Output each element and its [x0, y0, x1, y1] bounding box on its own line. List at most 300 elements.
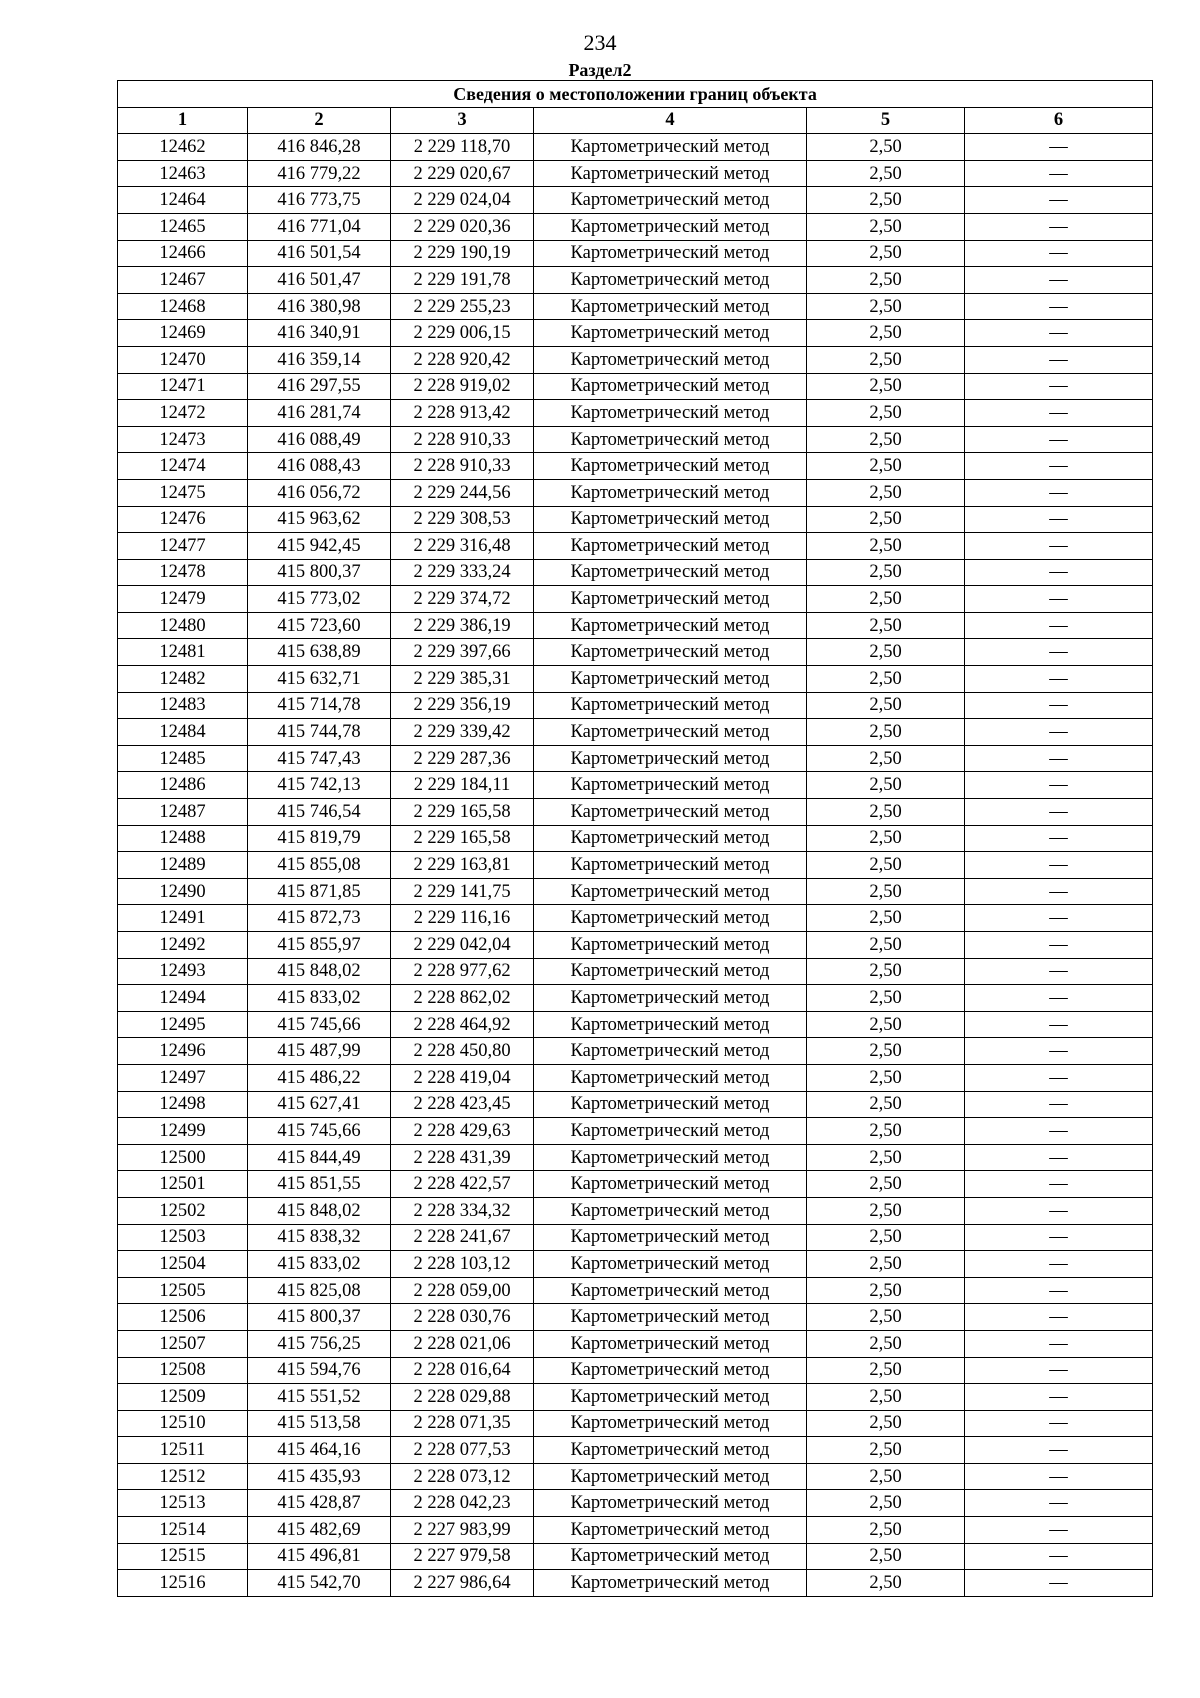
table-row	[118, 1277, 1153, 1304]
description-cell: —	[965, 666, 1153, 693]
table-row	[118, 1144, 1153, 1171]
x-coordinate-cell: 416 779,22	[248, 160, 391, 187]
precision-cell: 2,50	[807, 1277, 965, 1304]
x-coordinate-cell: 415 714,78	[248, 692, 391, 719]
point-number-cell: 12469	[118, 320, 248, 347]
x-coordinate-cell: 416 771,04	[248, 213, 391, 240]
precision-cell: 2,50	[807, 958, 965, 985]
y-coordinate-cell: 2 229 316,48	[391, 533, 534, 560]
method-cell: Картометрический метод	[534, 878, 807, 905]
column-header-5: 5	[807, 107, 965, 134]
description-cell: —	[965, 187, 1153, 214]
method-cell: Картометрический метод	[534, 1038, 807, 1065]
description-cell: —	[965, 1357, 1153, 1384]
description-cell: —	[965, 134, 1153, 161]
point-number-cell: 12474	[118, 453, 248, 480]
table-row	[118, 506, 1153, 533]
description-cell: —	[965, 1543, 1153, 1570]
y-coordinate-cell: 2 228 920,42	[391, 346, 534, 373]
x-coordinate-cell: 415 632,71	[248, 666, 391, 693]
table-row	[118, 852, 1153, 879]
method-cell: Картометрический метод	[534, 1251, 807, 1278]
point-number-cell: 12463	[118, 160, 248, 187]
column-header-6: 6	[965, 107, 1153, 134]
method-cell: Картометрический метод	[534, 612, 807, 639]
y-coordinate-cell: 2 229 184,11	[391, 772, 534, 799]
x-coordinate-cell: 415 833,02	[248, 985, 391, 1012]
table-caption: Сведения о местоположении границ объекта	[118, 81, 1153, 108]
table-row	[118, 1437, 1153, 1464]
x-coordinate-cell: 416 281,74	[248, 400, 391, 427]
method-cell: Картометрический метод	[534, 799, 807, 826]
method-cell: Картометрический метод	[534, 639, 807, 666]
point-number-cell: 12500	[118, 1144, 248, 1171]
description-cell: —	[965, 1224, 1153, 1251]
method-cell: Картометрический метод	[534, 852, 807, 879]
description-cell: —	[965, 932, 1153, 959]
x-coordinate-cell: 415 773,02	[248, 586, 391, 613]
point-number-cell: 12506	[118, 1304, 248, 1331]
table-row	[118, 1091, 1153, 1118]
point-number-cell: 12487	[118, 799, 248, 826]
x-coordinate-cell: 415 594,76	[248, 1357, 391, 1384]
y-coordinate-cell: 2 229 255,23	[391, 293, 534, 320]
point-number-cell: 12493	[118, 958, 248, 985]
y-coordinate-cell: 2 228 059,00	[391, 1277, 534, 1304]
point-number-cell: 12504	[118, 1251, 248, 1278]
method-cell: Картометрический метод	[534, 1011, 807, 1038]
y-coordinate-cell: 2 228 103,12	[391, 1251, 534, 1278]
description-cell: —	[965, 1437, 1153, 1464]
y-coordinate-cell: 2 229 244,56	[391, 479, 534, 506]
description-cell: —	[965, 692, 1153, 719]
description-cell: —	[965, 373, 1153, 400]
column-header-1: 1	[118, 107, 248, 134]
table-row	[118, 878, 1153, 905]
precision-cell: 2,50	[807, 878, 965, 905]
point-number-cell: 12471	[118, 373, 248, 400]
precision-cell: 2,50	[807, 1384, 965, 1411]
table-row	[118, 1304, 1153, 1331]
x-coordinate-cell: 415 825,08	[248, 1277, 391, 1304]
description-cell: —	[965, 1570, 1153, 1597]
description-cell: —	[965, 506, 1153, 533]
description-cell: —	[965, 533, 1153, 560]
method-cell: Картометрический метод	[534, 1357, 807, 1384]
precision-cell: 2,50	[807, 1304, 965, 1331]
description-cell: —	[965, 612, 1153, 639]
precision-cell: 2,50	[807, 985, 965, 1012]
point-number-cell: 12495	[118, 1011, 248, 1038]
y-coordinate-cell: 2 228 910,33	[391, 453, 534, 480]
y-coordinate-cell: 2 229 118,70	[391, 134, 534, 161]
method-cell: Картометрический метод	[534, 320, 807, 347]
x-coordinate-cell: 415 742,13	[248, 772, 391, 799]
precision-cell: 2,50	[807, 240, 965, 267]
x-coordinate-cell: 415 486,22	[248, 1064, 391, 1091]
description-cell: —	[965, 905, 1153, 932]
x-coordinate-cell: 415 745,66	[248, 1011, 391, 1038]
table-row	[118, 1251, 1153, 1278]
description-cell: —	[965, 240, 1153, 267]
x-coordinate-cell: 416 501,54	[248, 240, 391, 267]
point-number-cell: 12473	[118, 426, 248, 453]
precision-cell: 2,50	[807, 506, 965, 533]
precision-cell: 2,50	[807, 745, 965, 772]
description-cell: —	[965, 719, 1153, 746]
method-cell: Картометрический метод	[534, 1410, 807, 1437]
precision-cell: 2,50	[807, 825, 965, 852]
y-coordinate-cell: 2 228 029,88	[391, 1384, 534, 1411]
point-number-cell: 12501	[118, 1171, 248, 1198]
y-coordinate-cell: 2 229 020,36	[391, 213, 534, 240]
method-cell: Картометрический метод	[534, 932, 807, 959]
x-coordinate-cell: 416 359,14	[248, 346, 391, 373]
y-coordinate-cell: 2 228 919,02	[391, 373, 534, 400]
description-cell: —	[965, 772, 1153, 799]
y-coordinate-cell: 2 228 422,57	[391, 1171, 534, 1198]
table-row	[118, 1197, 1153, 1224]
y-coordinate-cell: 2 228 030,76	[391, 1304, 534, 1331]
table-row	[118, 1330, 1153, 1357]
point-number-cell: 12514	[118, 1517, 248, 1544]
method-cell: Картометрический метод	[534, 1144, 807, 1171]
description-cell: —	[965, 1118, 1153, 1145]
description-cell: —	[965, 453, 1153, 480]
precision-cell: 2,50	[807, 799, 965, 826]
method-cell: Картометрический метод	[534, 1277, 807, 1304]
x-coordinate-cell: 415 963,62	[248, 506, 391, 533]
table-row	[118, 1011, 1153, 1038]
x-coordinate-cell: 415 851,55	[248, 1171, 391, 1198]
description-cell: —	[965, 479, 1153, 506]
precision-cell: 2,50	[807, 1064, 965, 1091]
method-cell: Картометрический метод	[534, 479, 807, 506]
table-row	[118, 1118, 1153, 1145]
table-row	[118, 985, 1153, 1012]
description-cell: —	[965, 160, 1153, 187]
precision-cell: 2,50	[807, 639, 965, 666]
point-number-cell: 12481	[118, 639, 248, 666]
point-number-cell: 12509	[118, 1384, 248, 1411]
y-coordinate-cell: 2 229 141,75	[391, 878, 534, 905]
point-number-cell: 12486	[118, 772, 248, 799]
method-cell: Картометрический метод	[534, 187, 807, 214]
description-cell: —	[965, 745, 1153, 772]
y-coordinate-cell: 2 229 333,24	[391, 559, 534, 586]
precision-cell: 2,50	[807, 1410, 965, 1437]
x-coordinate-cell: 416 773,75	[248, 187, 391, 214]
table-row	[118, 213, 1153, 240]
y-coordinate-cell: 2 229 165,58	[391, 825, 534, 852]
method-cell: Картометрический метод	[534, 1517, 807, 1544]
method-cell: Картометрический метод	[534, 1543, 807, 1570]
y-coordinate-cell: 2 229 308,53	[391, 506, 534, 533]
table-row	[118, 293, 1153, 320]
description-cell: —	[965, 1384, 1153, 1411]
point-number-cell: 12462	[118, 134, 248, 161]
method-cell: Картометрический метод	[534, 559, 807, 586]
point-number-cell: 12498	[118, 1091, 248, 1118]
y-coordinate-cell: 2 228 450,80	[391, 1038, 534, 1065]
precision-cell: 2,50	[807, 1144, 965, 1171]
method-cell: Картометрический метод	[534, 533, 807, 560]
description-cell: —	[965, 1277, 1153, 1304]
table-row	[118, 134, 1153, 161]
x-coordinate-cell: 416 056,72	[248, 479, 391, 506]
precision-cell: 2,50	[807, 1330, 965, 1357]
method-cell: Картометрический метод	[534, 1091, 807, 1118]
y-coordinate-cell: 2 228 241,67	[391, 1224, 534, 1251]
x-coordinate-cell: 415 744,78	[248, 719, 391, 746]
x-coordinate-cell: 415 800,37	[248, 1304, 391, 1331]
table-row	[118, 187, 1153, 214]
method-cell: Картометрический метод	[534, 240, 807, 267]
precision-cell: 2,50	[807, 1011, 965, 1038]
method-cell: Картометрический метод	[534, 160, 807, 187]
precision-cell: 2,50	[807, 666, 965, 693]
table-row	[118, 745, 1153, 772]
precision-cell: 2,50	[807, 213, 965, 240]
table-row	[118, 932, 1153, 959]
y-coordinate-cell: 2 229 356,19	[391, 692, 534, 719]
x-coordinate-cell: 415 627,41	[248, 1091, 391, 1118]
description-cell: —	[965, 1064, 1153, 1091]
table-row	[118, 453, 1153, 480]
y-coordinate-cell: 2 229 339,42	[391, 719, 534, 746]
description-cell: —	[965, 586, 1153, 613]
precision-cell: 2,50	[807, 293, 965, 320]
precision-cell: 2,50	[807, 346, 965, 373]
precision-cell: 2,50	[807, 1517, 965, 1544]
method-cell: Картометрический метод	[534, 267, 807, 294]
table-row	[118, 320, 1153, 347]
point-number-cell: 12482	[118, 666, 248, 693]
point-number-cell: 12503	[118, 1224, 248, 1251]
column-header-2: 2	[248, 107, 391, 134]
table-row	[118, 1038, 1153, 1065]
x-coordinate-cell: 416 340,91	[248, 320, 391, 347]
description-cell: —	[965, 1330, 1153, 1357]
table-row	[118, 666, 1153, 693]
precision-cell: 2,50	[807, 160, 965, 187]
method-cell: Картометрический метод	[534, 1118, 807, 1145]
precision-cell: 2,50	[807, 1570, 965, 1597]
description-cell: —	[965, 1038, 1153, 1065]
x-coordinate-cell: 415 844,49	[248, 1144, 391, 1171]
table-row	[118, 533, 1153, 560]
precision-cell: 2,50	[807, 1463, 965, 1490]
column-header-3: 3	[391, 107, 534, 134]
point-number-cell: 12494	[118, 985, 248, 1012]
description-cell: —	[965, 639, 1153, 666]
method-cell: Картометрический метод	[534, 1384, 807, 1411]
x-coordinate-cell: 415 838,32	[248, 1224, 391, 1251]
y-coordinate-cell: 2 228 913,42	[391, 400, 534, 427]
table-row	[118, 639, 1153, 666]
precision-cell: 2,50	[807, 1224, 965, 1251]
x-coordinate-cell: 415 542,70	[248, 1570, 391, 1597]
method-cell: Картометрический метод	[534, 426, 807, 453]
point-number-cell: 12465	[118, 213, 248, 240]
x-coordinate-cell: 415 464,16	[248, 1437, 391, 1464]
y-coordinate-cell: 2 228 016,64	[391, 1357, 534, 1384]
point-number-cell: 12475	[118, 479, 248, 506]
x-coordinate-cell: 415 756,25	[248, 1330, 391, 1357]
x-coordinate-cell: 415 496,81	[248, 1543, 391, 1570]
point-number-cell: 12477	[118, 533, 248, 560]
precision-cell: 2,50	[807, 559, 965, 586]
y-coordinate-cell: 2 228 042,23	[391, 1490, 534, 1517]
description-cell: —	[965, 1490, 1153, 1517]
method-cell: Картометрический метод	[534, 293, 807, 320]
method-cell: Картометрический метод	[534, 346, 807, 373]
y-coordinate-cell: 2 229 287,36	[391, 745, 534, 772]
description-cell: —	[965, 1517, 1153, 1544]
method-cell: Картометрический метод	[534, 1224, 807, 1251]
precision-cell: 2,50	[807, 373, 965, 400]
point-number-cell: 12464	[118, 187, 248, 214]
point-number-cell: 12492	[118, 932, 248, 959]
table-row	[118, 559, 1153, 586]
x-coordinate-cell: 415 855,08	[248, 852, 391, 879]
method-cell: Картометрический метод	[534, 1463, 807, 1490]
y-coordinate-cell: 2 228 419,04	[391, 1064, 534, 1091]
precision-cell: 2,50	[807, 852, 965, 879]
x-coordinate-cell: 415 833,02	[248, 1251, 391, 1278]
precision-cell: 2,50	[807, 426, 965, 453]
point-number-cell: 12510	[118, 1410, 248, 1437]
precision-cell: 2,50	[807, 187, 965, 214]
point-number-cell: 12480	[118, 612, 248, 639]
precision-cell: 2,50	[807, 267, 965, 294]
table-row	[118, 1463, 1153, 1490]
x-coordinate-cell: 415 513,58	[248, 1410, 391, 1437]
description-cell: —	[965, 1144, 1153, 1171]
precision-cell: 2,50	[807, 1251, 965, 1278]
method-cell: Картометрический метод	[534, 213, 807, 240]
point-number-cell: 12476	[118, 506, 248, 533]
table-row	[118, 400, 1153, 427]
precision-cell: 2,50	[807, 1118, 965, 1145]
description-cell: —	[965, 213, 1153, 240]
description-cell: —	[965, 825, 1153, 852]
table-body	[118, 134, 1153, 1597]
point-number-cell: 12497	[118, 1064, 248, 1091]
precision-cell: 2,50	[807, 772, 965, 799]
description-cell: —	[965, 293, 1153, 320]
method-cell: Картометрический метод	[534, 1304, 807, 1331]
y-coordinate-cell: 2 229 163,81	[391, 852, 534, 879]
point-number-cell: 12468	[118, 293, 248, 320]
point-number-cell: 12512	[118, 1463, 248, 1490]
y-coordinate-cell: 2 228 910,33	[391, 426, 534, 453]
x-coordinate-cell: 416 380,98	[248, 293, 391, 320]
method-cell: Картометрический метод	[534, 373, 807, 400]
method-cell: Картометрический метод	[534, 825, 807, 852]
x-coordinate-cell: 415 848,02	[248, 958, 391, 985]
method-cell: Картометрический метод	[534, 692, 807, 719]
point-number-cell: 12508	[118, 1357, 248, 1384]
method-cell: Картометрический метод	[534, 1171, 807, 1198]
coordinates-table	[117, 80, 1153, 1597]
point-number-cell: 12516	[118, 1570, 248, 1597]
point-number-cell: 12489	[118, 852, 248, 879]
point-number-cell: 12484	[118, 719, 248, 746]
table-row	[118, 1064, 1153, 1091]
table-row	[118, 1384, 1153, 1411]
precision-cell: 2,50	[807, 719, 965, 746]
x-coordinate-cell: 416 846,28	[248, 134, 391, 161]
table-row	[118, 772, 1153, 799]
method-cell: Картометрический метод	[534, 453, 807, 480]
precision-cell: 2,50	[807, 1171, 965, 1198]
y-coordinate-cell: 2 229 024,04	[391, 187, 534, 214]
x-coordinate-cell: 415 942,45	[248, 533, 391, 560]
description-cell: —	[965, 852, 1153, 879]
x-coordinate-cell: 415 855,97	[248, 932, 391, 959]
point-number-cell: 12513	[118, 1490, 248, 1517]
description-cell: —	[965, 320, 1153, 347]
point-number-cell: 12485	[118, 745, 248, 772]
method-cell: Картометрический метод	[534, 745, 807, 772]
table-row	[118, 1224, 1153, 1251]
x-coordinate-cell: 415 871,85	[248, 878, 391, 905]
method-cell: Картометрический метод	[534, 772, 807, 799]
precision-cell: 2,50	[807, 400, 965, 427]
precision-cell: 2,50	[807, 905, 965, 932]
y-coordinate-cell: 2 229 006,15	[391, 320, 534, 347]
method-cell: Картометрический метод	[534, 1330, 807, 1357]
description-cell: —	[965, 426, 1153, 453]
x-coordinate-cell: 415 872,73	[248, 905, 391, 932]
point-number-cell: 12490	[118, 878, 248, 905]
y-coordinate-cell: 2 227 983,99	[391, 1517, 534, 1544]
method-cell: Картометрический метод	[534, 1490, 807, 1517]
method-cell: Картометрический метод	[534, 1437, 807, 1464]
x-coordinate-cell: 415 746,54	[248, 799, 391, 826]
x-coordinate-cell: 415 745,66	[248, 1118, 391, 1145]
method-cell: Картометрический метод	[534, 905, 807, 932]
y-coordinate-cell: 2 228 077,53	[391, 1437, 534, 1464]
table-row	[118, 692, 1153, 719]
table-row	[118, 799, 1153, 826]
description-cell: —	[965, 1463, 1153, 1490]
table-row	[118, 1570, 1153, 1597]
description-cell: —	[965, 1091, 1153, 1118]
description-cell: —	[965, 267, 1153, 294]
table-row	[118, 479, 1153, 506]
table-row	[118, 1490, 1153, 1517]
description-cell: —	[965, 1251, 1153, 1278]
page-number: 234	[583, 30, 617, 55]
description-cell: —	[965, 1410, 1153, 1437]
x-coordinate-cell: 415 487,99	[248, 1038, 391, 1065]
y-coordinate-cell: 2 228 429,63	[391, 1118, 534, 1145]
point-number-cell: 12466	[118, 240, 248, 267]
point-number-cell: 12488	[118, 825, 248, 852]
method-cell: Картометрический метод	[534, 586, 807, 613]
y-coordinate-cell: 2 229 386,19	[391, 612, 534, 639]
table-row	[118, 160, 1153, 187]
precision-cell: 2,50	[807, 612, 965, 639]
description-cell: —	[965, 346, 1153, 373]
point-number-cell: 12467	[118, 267, 248, 294]
x-coordinate-cell: 415 435,93	[248, 1463, 391, 1490]
point-number-cell: 12502	[118, 1197, 248, 1224]
description-cell: —	[965, 1011, 1153, 1038]
point-number-cell: 12470	[118, 346, 248, 373]
